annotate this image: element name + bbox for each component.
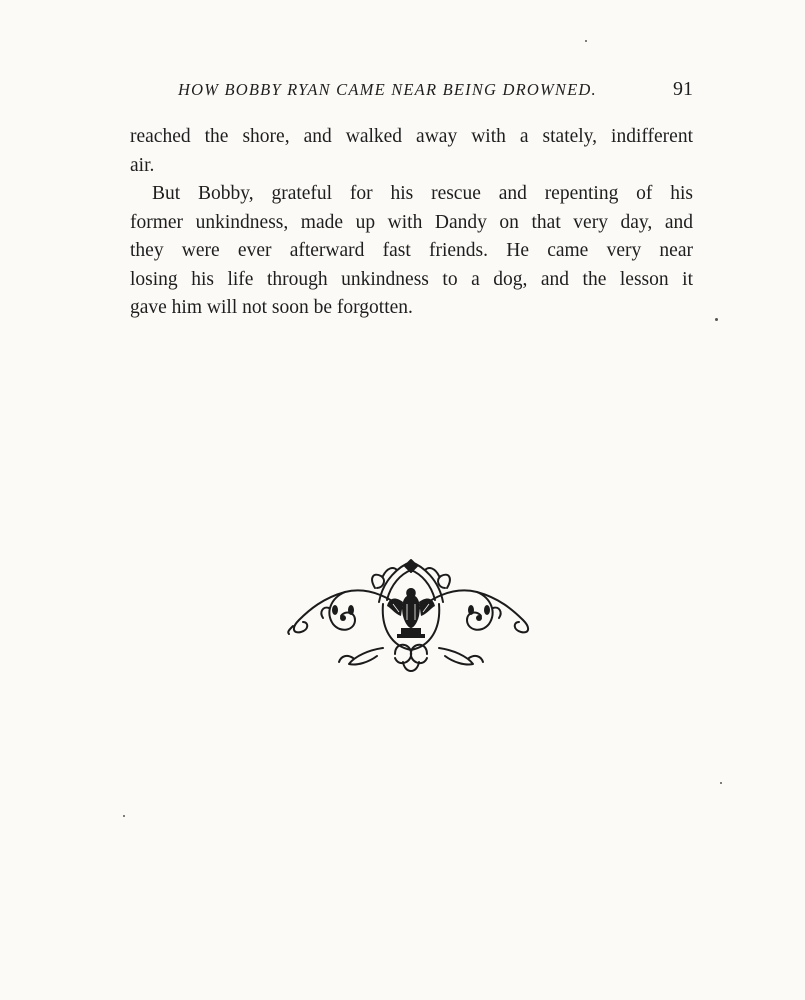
paper-speck [585,40,587,42]
running-head-title: HOW BOBBY RYAN CAME NEAR BEING DROWNED. [178,80,597,99]
text-line: former unkindness, made up with Dandy on that very day, and [130,211,693,233]
text-line: they were ever afterward fast friends. He came very near [130,240,693,261]
paper-speck [123,815,125,817]
text-line: But Bobby, grateful for his rescue and repenting of his [152,183,693,204]
paper-speck [720,782,722,784]
page-number: 91 [673,78,693,100]
text-line: gave him will not soon be forgotten. [130,297,413,318]
paper-speck [715,318,718,321]
body-text [130,123,693,323]
running-head [130,78,695,106]
text-line: reached the shore, and walked away with a stately, indifferent [130,126,693,147]
text-line: losing his life through unkindness to a dog, and the lesson it [130,268,693,290]
eagle-scroll-ornament-icon [283,558,539,680]
text-line: air. [130,154,155,176]
